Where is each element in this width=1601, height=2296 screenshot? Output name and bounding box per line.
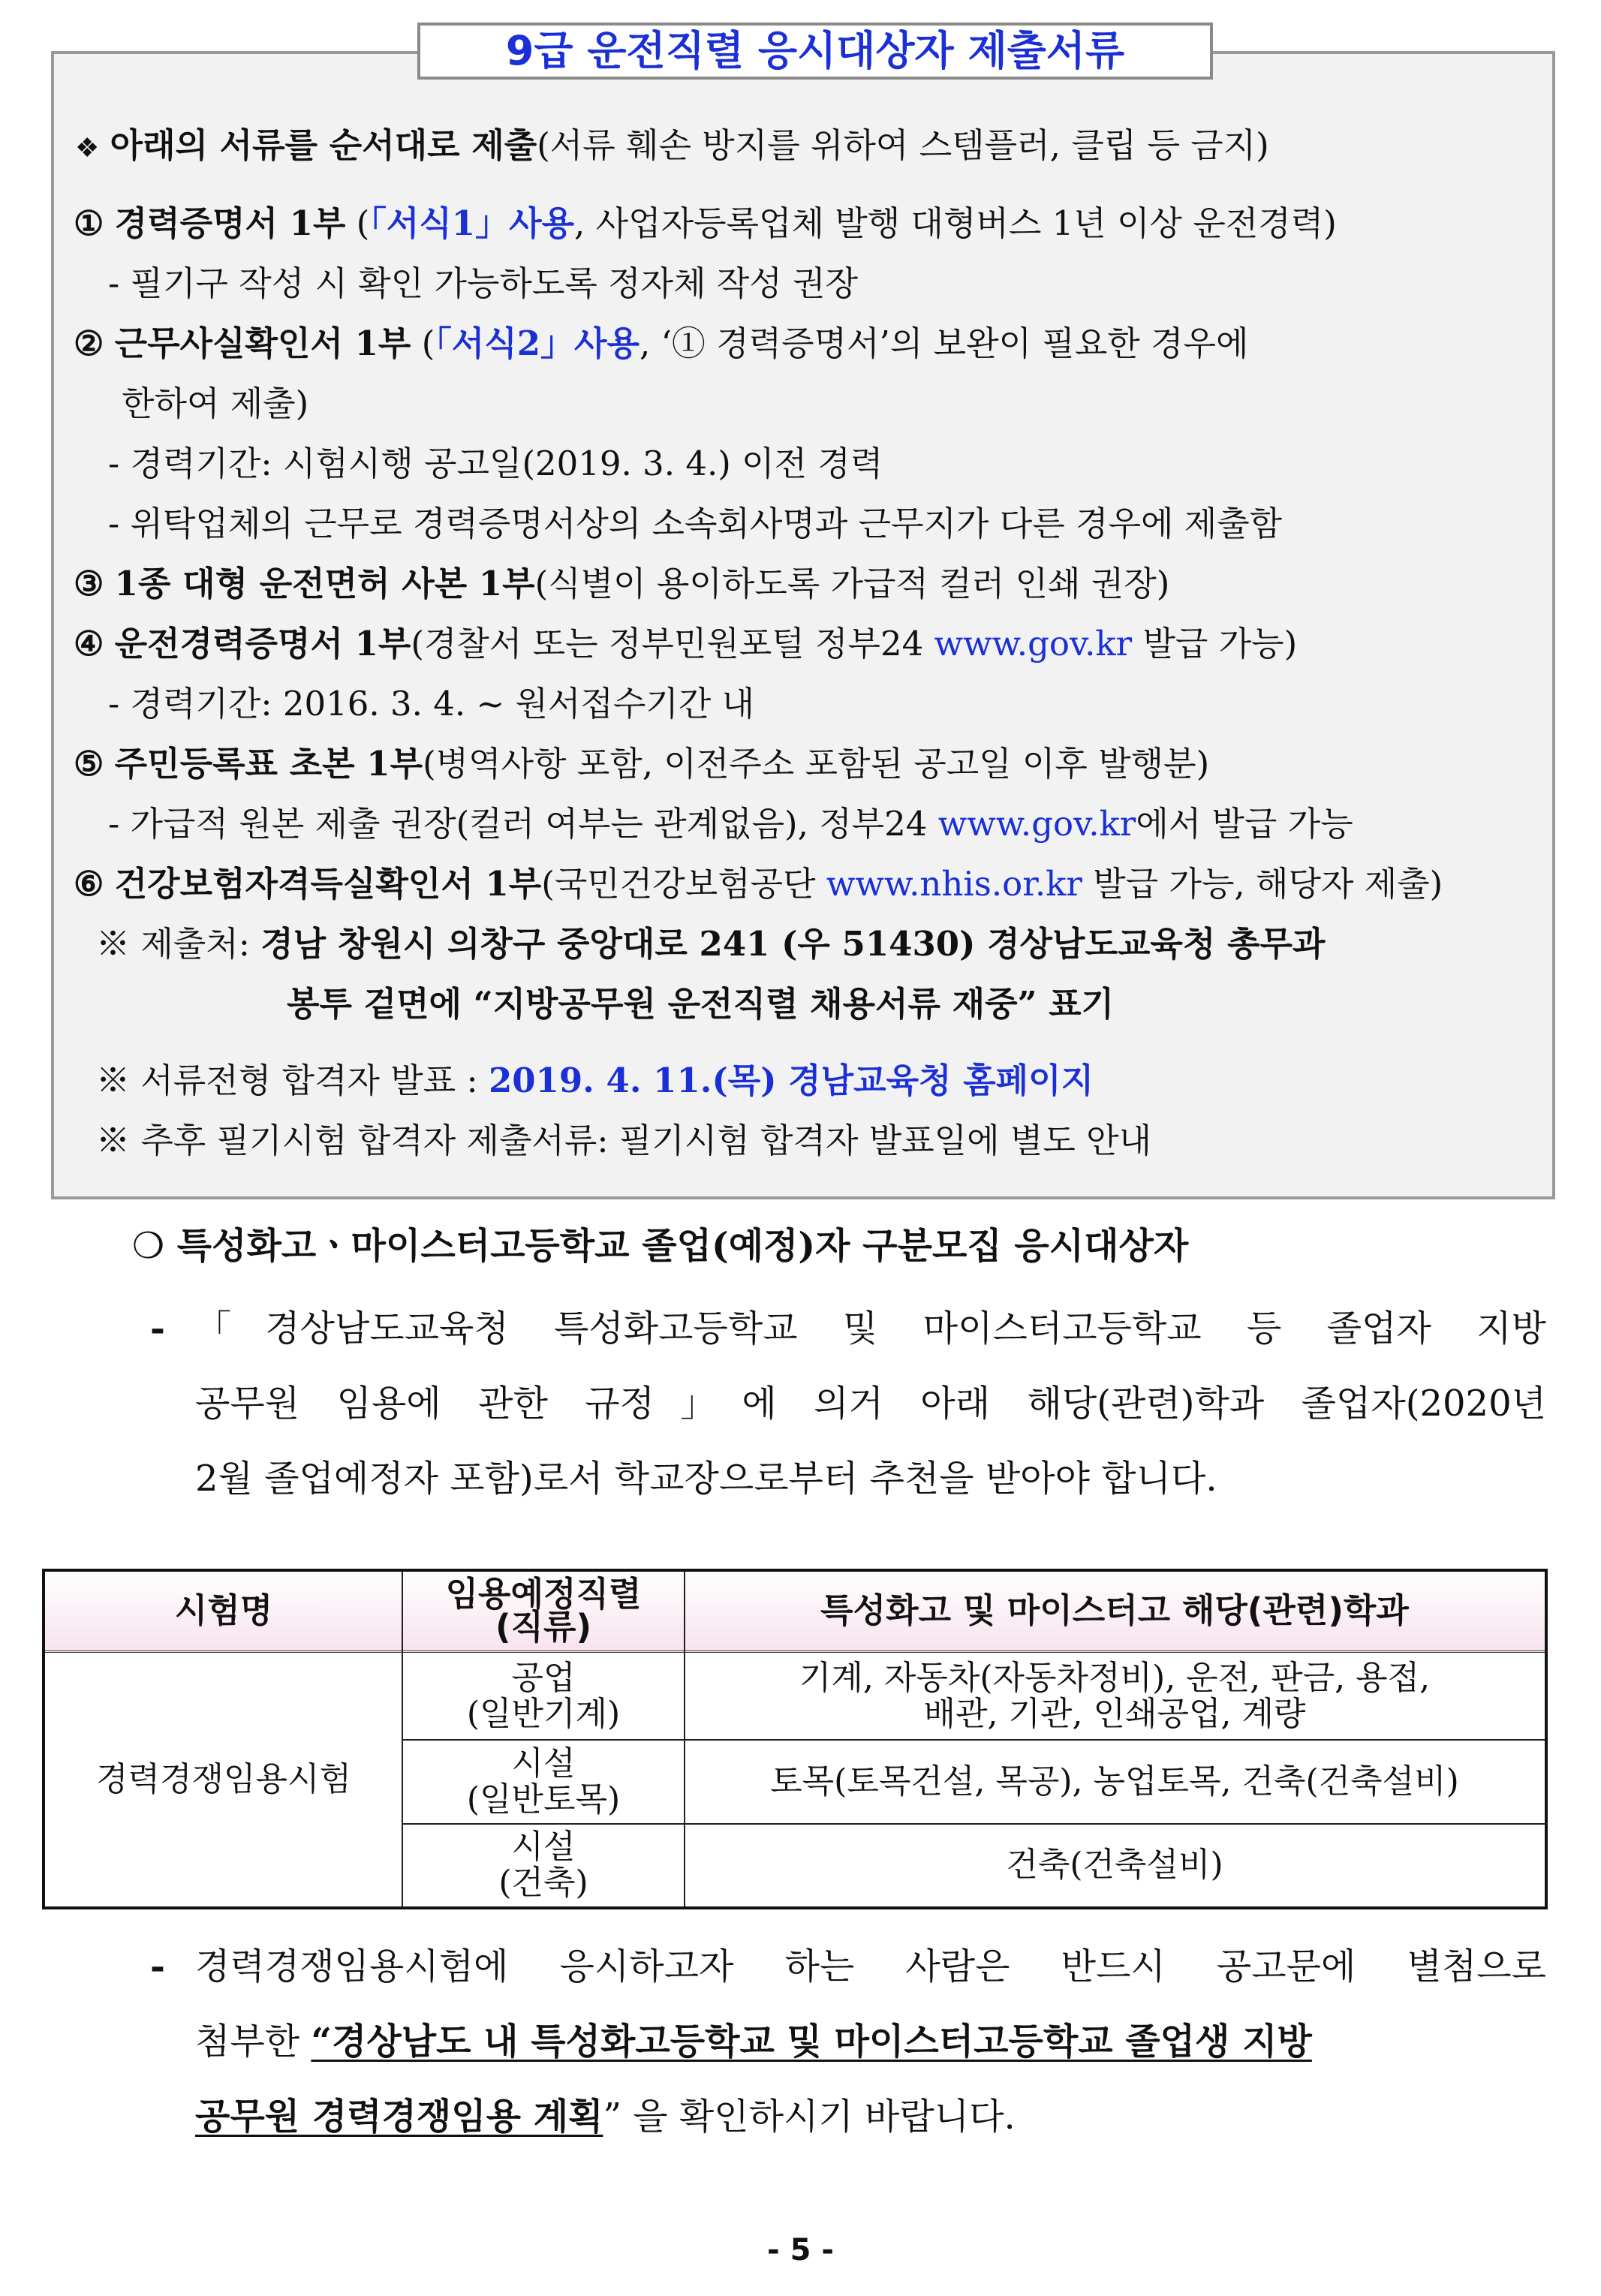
intro-line xyxy=(75,123,1552,171)
item-rest: , 사업자등록업체 발행 대형버스 1년 이상 운전경력) xyxy=(574,203,1337,243)
department-table xyxy=(42,1569,1548,1909)
sub-text: - 필기구 작성 시 확인 가능하도록 정자체 작성 권장 xyxy=(108,263,859,303)
doc-item-2-sub-1 xyxy=(108,441,1552,486)
form-ref: 「서식2」사용 xyxy=(435,323,639,363)
intro-bold: 아래의 서류를 순서대로 제출 xyxy=(110,125,537,165)
item-pre: ( xyxy=(345,203,370,243)
item-number: ③ xyxy=(74,564,104,603)
item-number: ① xyxy=(74,203,104,243)
item-number: ④ xyxy=(74,624,104,664)
later-documents-line xyxy=(96,1118,1552,1163)
dash-bullet: - xyxy=(150,1307,165,1350)
note-plan-title-end: 공무원 경력경쟁임용 계획 xyxy=(195,2096,603,2138)
table-row-track: 공업 (일반기계) xyxy=(466,1659,621,1733)
doc-item-2 xyxy=(74,321,1552,366)
submit-address: 경남 창원시 의창구 중앙대로 241 (우 51430) 경상남도교육청 총무과 xyxy=(260,924,1326,964)
item-number: ⑥ xyxy=(74,864,104,904)
sub-text: - 가급적 원본 제출 권장(컬러 여부는 관계없음), 정부24 xyxy=(108,804,938,844)
result-value: 2019. 4. 11.(목) 경남교육청 홈페이지 xyxy=(488,1061,1094,1100)
item-title: 주민등록표 초본 1부 xyxy=(114,744,423,784)
header-exam-name: 시험명 xyxy=(174,1590,273,1630)
item-rest: (국민건강보험공단 xyxy=(541,864,826,904)
reference-mark: ※ xyxy=(96,1121,131,1160)
item-title: 근무사실확인서 1부 xyxy=(114,323,411,363)
item-number: ② xyxy=(74,323,104,363)
note-plan-title: “경상남도 내 특성화고등학교 및 마이스터고등학교 졸업생 지방 xyxy=(311,2021,1312,2063)
para1-line-1: 「경상남도교육청 특성화고등학교 및 마이스터고등학교 등 졸업자 지방 xyxy=(195,1307,1546,1350)
table-row-track: 시설 (일반토목) xyxy=(466,1744,621,1819)
sub-rest: 에서 발급 가능 xyxy=(1136,804,1353,844)
cont-text: 한하여 제출) xyxy=(122,384,309,423)
item-rest: (병역사항 포함, 이전주소 포함된 공고일 이후 발행분) xyxy=(423,744,1210,784)
circle-bullet-icon: ❍ xyxy=(132,1225,165,1267)
nhis-link[interactable]: www.nhis.or.kr xyxy=(826,864,1082,904)
doc-item-1 xyxy=(74,201,1552,246)
item-rest2: 발급 가능) xyxy=(1132,624,1298,664)
table-divider xyxy=(402,1823,1545,1825)
box-title: 9급 운전직렬 응시대상자 제출서류 xyxy=(417,23,1213,80)
later-text: 추후 필기시험 합격자 제출서류: 필기시험 합격자 발표일에 별도 안내 xyxy=(140,1121,1152,1160)
submit-address-line xyxy=(96,922,1552,967)
doc-item-5 xyxy=(74,742,1552,787)
item-rest2: 발급 가능, 해당자 제출) xyxy=(1082,864,1443,904)
form-ref: 「서식1」사용 xyxy=(369,203,575,243)
para1-line-2: 공무원 임용에 관한 규정」에 의거 아래 해당(관련)학과 졸업자(2020년 xyxy=(195,1383,1546,1425)
gov-link[interactable]: www.gov.kr xyxy=(934,624,1133,664)
doc-item-2-sub-2 xyxy=(108,501,1552,546)
note-line-2 xyxy=(195,2019,1312,2064)
doc-item-4-sub xyxy=(108,682,1552,727)
required-documents-box xyxy=(51,51,1555,1199)
header-departments: 특성화고 및 마이스터고 해당(관련)학과 xyxy=(820,1590,1409,1630)
diamond-bullet-icon: ❖ xyxy=(75,133,100,164)
table-row-departments: 건축(건축설비) xyxy=(1006,1846,1223,1884)
item-title: 건강보험자격득실확인서 1부 xyxy=(114,864,542,904)
note-dash-bullet: - xyxy=(150,1945,165,1988)
doc-item-4 xyxy=(74,621,1552,667)
reference-mark: ※ xyxy=(96,1061,131,1100)
sub-text: - 위탁업체의 근무로 경력증명서상의 소속회사명과 근무지가 다른 경우에 제출함 xyxy=(108,504,1283,543)
note-line-1: 경력경쟁임용시험에 응시하고자 하는 사람은 반드시 공고문에 별첨으로 xyxy=(195,1945,1546,1988)
exam-name-cell: 경력경쟁임용시험 xyxy=(95,1760,352,1798)
note-rest: ” 을 확인하시기 바랍니다. xyxy=(603,2096,1016,2138)
item-rest: (식별이 용이하도록 가급적 컬러 인쇄 권장) xyxy=(534,564,1170,603)
doc-item-6 xyxy=(74,862,1552,907)
item-title: 운전경력증명서 1부 xyxy=(114,624,411,664)
item-pre: ( xyxy=(411,323,435,363)
submit-label: 제출처: xyxy=(140,924,261,964)
item-title: 경력증명서 1부 xyxy=(114,203,346,243)
table-row-departments: 토목(토목건설, 목공), 농업토목, 건축(건축설비) xyxy=(770,1762,1459,1801)
header-track: 임용예정직렬 (직류) xyxy=(445,1574,642,1647)
item-rest: , ‘① 경력증명서’의 보완이 필요한 경우에 xyxy=(639,323,1249,363)
intro-rest: (서류 훼손 방지를 위하여 스템플러, 클립 등 금지) xyxy=(537,125,1269,165)
doc-item-3 xyxy=(74,561,1552,606)
doc-item-2-cont xyxy=(122,381,1552,426)
submit-note-line xyxy=(287,982,1552,1027)
result-label: 서류전형 합격자 발표 : xyxy=(140,1061,489,1100)
reference-mark: ※ xyxy=(96,924,131,964)
para1-line-3: 2월 졸업예정자 포함)로서 학교장으로부터 추천을 받아야 합니다. xyxy=(195,1458,1217,1500)
item-rest: (경찰서 또는 정부민원포털 정부24 xyxy=(411,624,934,664)
sub-text: - 경력기간: 2016. 3. 4. ~ 원서접수기간 내 xyxy=(108,684,755,724)
submit-note: 봉투 겉면에 “지방공무원 운전직렬 채용서류 재중” 표기 xyxy=(287,984,1115,1024)
section-heading xyxy=(132,1223,1188,1268)
section-heading-text: 특성화고ㆍ마이스터고등학교 졸업(예정)자 구분모집 응시대상자 xyxy=(176,1225,1189,1267)
note-line-3 xyxy=(195,2094,1016,2139)
table-row-track: 시설 (건축) xyxy=(498,1828,588,1902)
doc-item-5-sub xyxy=(108,802,1552,847)
result-announcement-line xyxy=(96,1058,1552,1103)
doc-item-1-sub xyxy=(108,261,1552,306)
gov-link[interactable]: www.gov.kr xyxy=(937,804,1136,844)
sub-text: - 경력기간: 시험시행 공고일(2019. 3. 4.) 이전 경력 xyxy=(108,444,883,483)
page-number: - 5 - xyxy=(767,2233,834,2267)
note-pre: 첨부한 xyxy=(195,2021,311,2063)
item-title: 1종 대형 운전면허 사본 1부 xyxy=(114,564,535,603)
table-divider xyxy=(402,1739,1545,1741)
item-number: ⑤ xyxy=(74,744,104,784)
table-row-departments: 기계, 자동차(자동차정비), 운전, 판금, 용접, 배관, 기관, 인쇄공업, 계량 xyxy=(799,1659,1431,1733)
